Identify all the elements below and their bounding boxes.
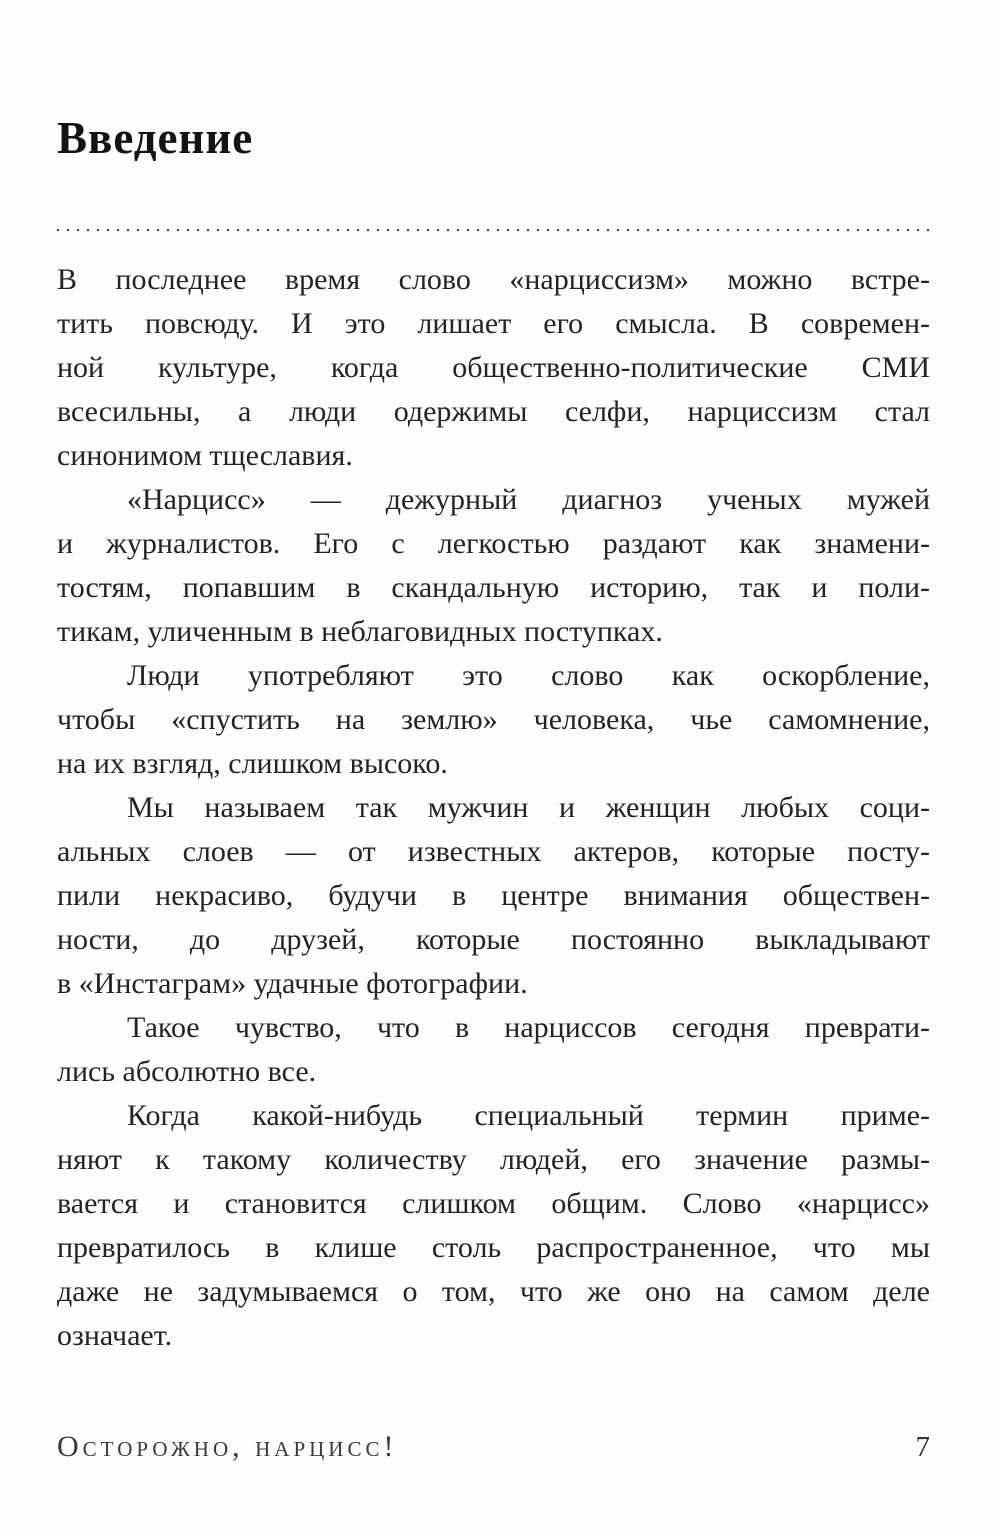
text-line: на их взгляд, слишком высоко. xyxy=(57,747,448,780)
text-line: ной культуре, когда общественно-политические СМИ xyxy=(57,351,930,384)
text-line: пили некрасиво, будучи в центре внимания обществен- xyxy=(57,879,930,912)
text-line: всесильны, а люди одержимы селфи, нарциссизм стал xyxy=(57,395,930,428)
text-line: В последнее время слово «нарциссизм» можно встре- xyxy=(57,263,930,296)
footer-page-number: 7 xyxy=(915,1431,930,1463)
text-line: означает. xyxy=(57,1319,173,1352)
text-line: лись абсолютно все. xyxy=(57,1055,317,1088)
text-line: в «Инстаграм» удачные фотографии. xyxy=(57,967,528,1000)
text-line: даже не задумываемся о том, что же оно на самом деле xyxy=(57,1275,930,1308)
text-line: синонимом тщеславия. xyxy=(57,439,353,472)
text-line: Такое чувство, что в нарциссов сегодня преврати- xyxy=(127,1011,930,1044)
text-line: тикам, уличенным в неблаговидных поступках. xyxy=(57,615,663,648)
text-line: вается и становится слишком общим. Слово «нарцисс» xyxy=(57,1187,930,1220)
text-line: «Нарцисс» — дежурный диагноз ученых мужей xyxy=(127,483,930,516)
page-footer xyxy=(57,1430,930,1464)
text-line: Люди употребляют это слово как оскорбление, xyxy=(127,659,930,692)
text-line: альных слоев — от известных актеров, которые посту- xyxy=(57,835,930,868)
text-line: тить повсюду. И это лишает его смысла. В современ- xyxy=(57,307,930,340)
text-line: няют к такому количеству людей, его значение размы- xyxy=(57,1143,930,1176)
page-title: Введение xyxy=(57,113,254,164)
footer-book-title: Осторожно, нарцисс! xyxy=(57,1430,398,1463)
text-line: и журналистов. Его с легкостью раздают как знамени- xyxy=(57,527,930,560)
dotted-divider xyxy=(57,228,930,231)
text-line: тостям, попавшим в скандальную историю, так и поли- xyxy=(57,571,930,604)
text-line: ности, до друзей, которые постоянно выкладывают xyxy=(57,923,930,956)
text-line: Когда какой-нибудь специальный термин приме- xyxy=(127,1099,930,1132)
text-line: превратилось в клише столь распространенное, что мы xyxy=(57,1231,930,1264)
text-line: Мы называем так мужчин и женщин любых соци- xyxy=(127,791,930,824)
body-text xyxy=(57,258,930,1358)
text-line: чтобы «спустить на землю» человека, чье самомнение, xyxy=(57,703,930,736)
